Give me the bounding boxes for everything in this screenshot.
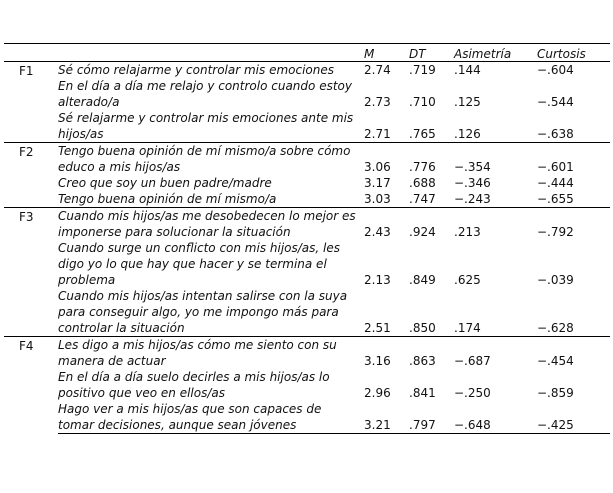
skewness-value: .144: [454, 62, 537, 79]
item-text: Creo que soy un buen padre/madre: [58, 176, 272, 190]
table-row: [4, 208, 610, 241]
mean-value: 3.03: [364, 192, 391, 206]
table-row: [4, 110, 610, 143]
skewness-value: .125: [454, 95, 481, 109]
header-dt: DT: [409, 44, 454, 62]
mean-value: 3.06: [364, 143, 409, 176]
skewness-value: −.243: [454, 192, 491, 206]
sd-value: .765: [409, 127, 436, 141]
kurtosis-value: −.604: [537, 62, 610, 79]
item-text: Tengo buena opinión de mí mismo/a sobre cómo educo a mis hijos/as: [58, 143, 364, 176]
mean-value: 2.13: [364, 273, 391, 287]
mean-value: 3.21: [364, 401, 409, 434]
skewness-value: −.346: [454, 176, 491, 190]
table-row: [4, 62, 610, 79]
table-row: [4, 288, 610, 337]
skewness-value: −.354: [454, 143, 537, 176]
mean-value: 3.16: [364, 337, 409, 370]
sd-value: .863: [409, 337, 454, 370]
header-asimetria: Asimetría: [454, 44, 537, 62]
kurtosis-value: −.454: [537, 337, 610, 370]
kurtosis-value: −.444: [537, 176, 574, 190]
mean-value: 3.17: [364, 176, 391, 190]
item-text: Cuando mis hijos/as intentan salirse con la suya para conseguir algo, yo me impongo más para controlar la situación: [58, 289, 348, 335]
mean-value: 2.74: [364, 62, 409, 79]
sd-value: .688: [409, 176, 436, 190]
sd-value: .776: [409, 143, 454, 176]
factor-label: F4: [4, 337, 58, 434]
table-body: [4, 62, 610, 434]
skewness-value: .213: [454, 208, 537, 241]
table-row: [4, 175, 610, 191]
mean-value: 2.43: [364, 208, 409, 241]
sd-value: .924: [409, 208, 454, 241]
item-text: Tengo buena opinión de mí mismo/a: [58, 192, 277, 206]
sd-value: .849: [409, 273, 436, 287]
item-text: Sé relajarme y controlar mis emociones ante mis hijos/as: [58, 111, 354, 141]
item-text: Cuando surge un conflicto con mis hijos/as, les digo yo lo que hay que hacer y se termina el problema: [58, 241, 340, 287]
item-text: En el día a día me relajo y controlo cuando estoy alterado/a: [58, 79, 352, 109]
item-text: Hago ver a mis hijos/as que son capaces de tomar decisiones, aunque sean jóvenes: [58, 401, 364, 434]
mean-value: 2.51: [364, 321, 391, 335]
table-row: [4, 369, 610, 401]
kurtosis-value: −.601: [537, 143, 610, 176]
sd-value: .841: [409, 386, 436, 400]
header-row: [4, 44, 610, 62]
table-row: [4, 240, 610, 288]
table-row: [4, 143, 610, 176]
sd-value: .850: [409, 321, 436, 335]
skewness-value: −.687: [454, 337, 537, 370]
kurtosis-value: −.792: [537, 208, 610, 241]
mean-value: 2.71: [364, 127, 391, 141]
table-row: [4, 191, 610, 208]
skewness-value: .174: [454, 321, 481, 335]
skewness-value: .625: [454, 273, 481, 287]
descriptive-stats-table: [4, 43, 610, 434]
table-row: [4, 78, 610, 110]
kurtosis-value: −.655: [537, 192, 574, 206]
kurtosis-value: −.859: [537, 386, 574, 400]
skewness-value: −.250: [454, 386, 491, 400]
sd-value: .719: [409, 62, 454, 79]
mean-value: 2.96: [364, 386, 391, 400]
table-row: [4, 337, 610, 370]
item-text: Les digo a mis hijos/as cómo me siento con su manera de actuar: [58, 337, 364, 370]
kurtosis-value: −.425: [537, 401, 610, 434]
header-factor: [4, 44, 58, 62]
item-text: Cuando mis hijos/as me desobedecen lo mejor es imponerse para solucionar la situación: [58, 208, 364, 241]
table-row: [4, 401, 610, 434]
kurtosis-value: −.628: [537, 321, 574, 335]
factor-label: F1: [4, 62, 58, 143]
kurtosis-value: −.638: [537, 127, 574, 141]
factor-label: F3: [4, 208, 58, 337]
header-m: M: [364, 44, 409, 62]
kurtosis-value: −.039: [537, 273, 574, 287]
item-text: Sé cómo relajarme y controlar mis emociones: [58, 62, 364, 79]
factor-label: F2: [4, 143, 58, 208]
kurtosis-value: −.544: [537, 95, 574, 109]
sd-value: .710: [409, 95, 436, 109]
header-curtosis: Curtosis: [537, 44, 610, 62]
skewness-value: −.648: [454, 401, 537, 434]
skewness-value: .126: [454, 127, 481, 141]
sd-value: .797: [409, 401, 454, 434]
sd-value: .747: [409, 192, 436, 206]
mean-value: 2.73: [364, 95, 391, 109]
header-item: [58, 44, 364, 62]
item-text: En el día a día suelo decirles a mis hijos/as lo positivo que veo en ellos/as: [58, 370, 330, 400]
